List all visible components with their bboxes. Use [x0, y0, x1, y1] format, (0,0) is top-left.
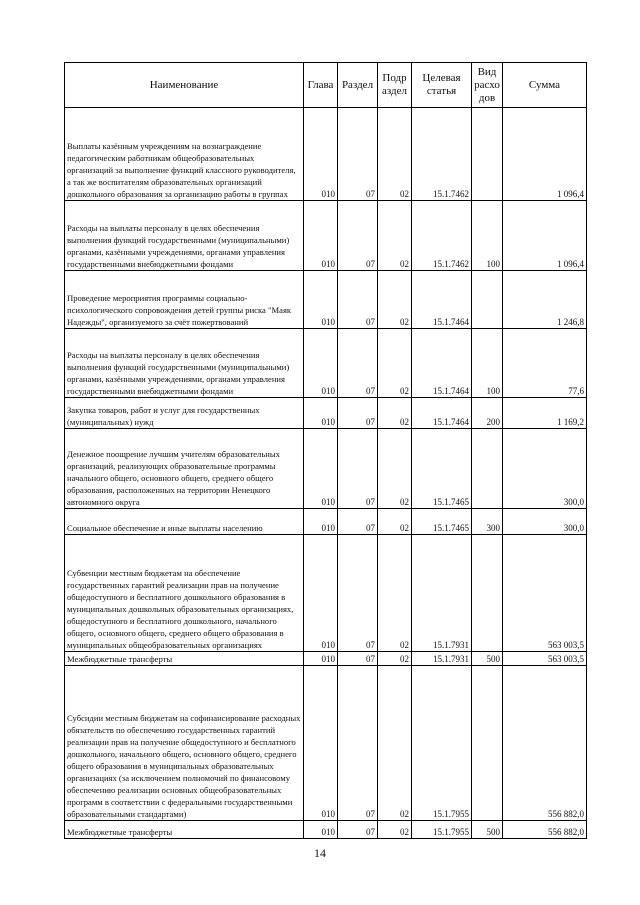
row-name: Субсидии местным бюджетам на софинансирование расходных обязательств по обеспечению государственных гарантий реализации прав на получение общедоступного и бесплатного дошкольного, начального общего, основного общего, среднего общего образования в муниципальных образовательных организациях (за исключением полномочий по финансовому обеспечению реализации основных общеобразовательных программ в соответствии с федеральными государственными образовательными стандартами)	[65, 666, 304, 821]
row-target: 15.1.7931	[412, 535, 472, 652]
row-section: 07	[338, 271, 378, 329]
row-name: Расходы на выплаты персоналу в целях обеспечения выполнения функций государственными (муниципальными) органами, казёнными учреждениями, органами управления государственными внебюджетными фондами	[65, 201, 304, 271]
row-section: 07	[338, 398, 378, 429]
table-row	[65, 509, 587, 535]
table-row	[65, 535, 587, 652]
table-row	[65, 398, 587, 429]
row-sum: 1 169,2	[503, 398, 587, 429]
header-sum: Сумма	[503, 63, 587, 108]
row-sum: 556 882,0	[503, 666, 587, 821]
row-type	[472, 429, 503, 509]
row-type	[472, 535, 503, 652]
row-subsection: 02	[378, 271, 412, 329]
row-section: 07	[338, 666, 378, 821]
row-name: Расходы на выплаты персоналу в целях обеспечения выполнения функций государственными (муниципальными) органами, казёнными учреждениями, органами управления государственными внебюджетными фондами	[65, 329, 304, 398]
header-target-line2: статья	[426, 85, 457, 97]
header-type-line3: дов	[478, 91, 496, 104]
row-sum: 563 003,5	[503, 535, 587, 652]
row-sum: 563 003,5	[503, 652, 587, 666]
row-section: 07	[338, 535, 378, 652]
row-target: 15.1.7465	[412, 509, 472, 535]
row-sum: 300,0	[503, 429, 587, 509]
header-target	[412, 63, 472, 108]
row-subsection: 02	[378, 108, 412, 201]
header-type	[472, 63, 503, 108]
row-type	[472, 108, 503, 201]
row-sum: 556 882,0	[503, 821, 587, 839]
row-chapter: 010	[304, 271, 338, 329]
header-type-line2: расхо	[474, 78, 500, 91]
row-chapter: 010	[304, 398, 338, 429]
row-sum: 77,6	[503, 329, 587, 398]
row-chapter: 010	[304, 666, 338, 821]
row-chapter: 010	[304, 652, 338, 666]
row-section: 07	[338, 329, 378, 398]
row-subsection: 02	[378, 398, 412, 429]
row-sum: 300,0	[503, 509, 587, 535]
table-row	[65, 666, 587, 821]
row-name: Социальное обеспечение и иные выплаты населению	[65, 509, 304, 535]
row-target: 15.1.7464	[412, 271, 472, 329]
header-subsection	[378, 63, 412, 108]
row-subsection: 02	[378, 329, 412, 398]
row-target: 15.1.7462	[412, 201, 472, 271]
header-type-line1: Вид	[477, 65, 497, 78]
row-sum: 1 096,4	[503, 108, 587, 201]
row-type: 300	[472, 509, 503, 535]
row-subsection: 02	[378, 652, 412, 666]
row-target: 15.1.7464	[412, 398, 472, 429]
row-name: Субвенции местным бюджетам на обеспечение государственных гарантий реализации прав на получение общедоступного и бесплатного дошкольного образования в муниципальных дошкольных образовательных организациях, общедоступного и бесплатного дошкольного, начального общего, основного общего, среднего общего образования в муниципальных общеобразовательных организациях	[65, 535, 304, 652]
header-row	[65, 63, 587, 108]
table-row	[65, 108, 587, 201]
row-sum: 1 096,4	[503, 201, 587, 271]
header-section: Раздел	[338, 63, 378, 108]
table-row	[65, 429, 587, 509]
row-name: Межбюджетные трансферты	[65, 821, 304, 839]
row-target: 15.1.7462	[412, 108, 472, 201]
budget-table	[64, 62, 587, 839]
header-target-line1: Целевая	[422, 72, 461, 84]
row-type: 200	[472, 398, 503, 429]
row-target: 15.1.7465	[412, 429, 472, 509]
row-section: 07	[338, 509, 378, 535]
row-subsection: 02	[378, 666, 412, 821]
table-row	[65, 271, 587, 329]
row-section: 07	[338, 201, 378, 271]
table-row	[65, 329, 587, 398]
row-subsection: 02	[378, 509, 412, 535]
row-section: 07	[338, 429, 378, 509]
row-chapter: 010	[304, 535, 338, 652]
row-subsection: 02	[378, 535, 412, 652]
row-chapter: 010	[304, 108, 338, 201]
row-subsection: 02	[378, 201, 412, 271]
header-name: Наименование	[65, 63, 304, 108]
row-target: 15.1.7931	[412, 652, 472, 666]
row-subsection: 02	[378, 821, 412, 839]
row-type: 500	[472, 821, 503, 839]
row-chapter: 010	[304, 821, 338, 839]
row-target: 15.1.7955	[412, 821, 472, 839]
row-target: 15.1.7464	[412, 329, 472, 398]
row-name: Закупка товаров, работ и услуг для государственных (муниципальных) нужд	[65, 398, 304, 429]
row-type	[472, 666, 503, 821]
row-subsection: 02	[378, 429, 412, 509]
header-subsection-line1: Подр	[382, 72, 407, 84]
row-name: Выплаты казённым учреждениям на вознаграждение педагогическим работникам общеобразовательных организаций за выполнение функций классного руководителя, а так же воспитателям образовательных организаций дошкольного образования за организацию работы в группах	[65, 108, 304, 201]
row-section: 07	[338, 821, 378, 839]
row-name: Проведение мероприятия программы социально-психологического сопровождения детей группы риска "Маяк Надежды", организуемого за счёт пожертвований	[65, 271, 304, 329]
row-section: 07	[338, 108, 378, 201]
header-chapter: Глава	[304, 63, 338, 108]
row-chapter: 010	[304, 509, 338, 535]
page-number: 14	[314, 846, 326, 860]
row-type: 100	[472, 329, 503, 398]
table-row	[65, 821, 587, 839]
row-name: Межбюджетные трансферты	[65, 652, 304, 666]
row-name: Денежное поощрение лучшим учителям образовательных организаций, реализующих образовательные программы начального общего, основного общего, среднего общего образования, расположенных на территории Ненецкого автономного округа	[65, 429, 304, 509]
table-row	[65, 201, 587, 271]
row-chapter: 010	[304, 329, 338, 398]
table-row	[65, 652, 587, 666]
row-type: 500	[472, 652, 503, 666]
row-type	[472, 271, 503, 329]
row-chapter: 010	[304, 429, 338, 509]
row-sum: 1 246,8	[503, 271, 587, 329]
row-target: 15.1.7955	[412, 666, 472, 821]
row-chapter: 010	[304, 201, 338, 271]
header-subsection-line2: аздел	[382, 85, 407, 97]
row-section: 07	[338, 652, 378, 666]
row-type: 100	[472, 201, 503, 271]
